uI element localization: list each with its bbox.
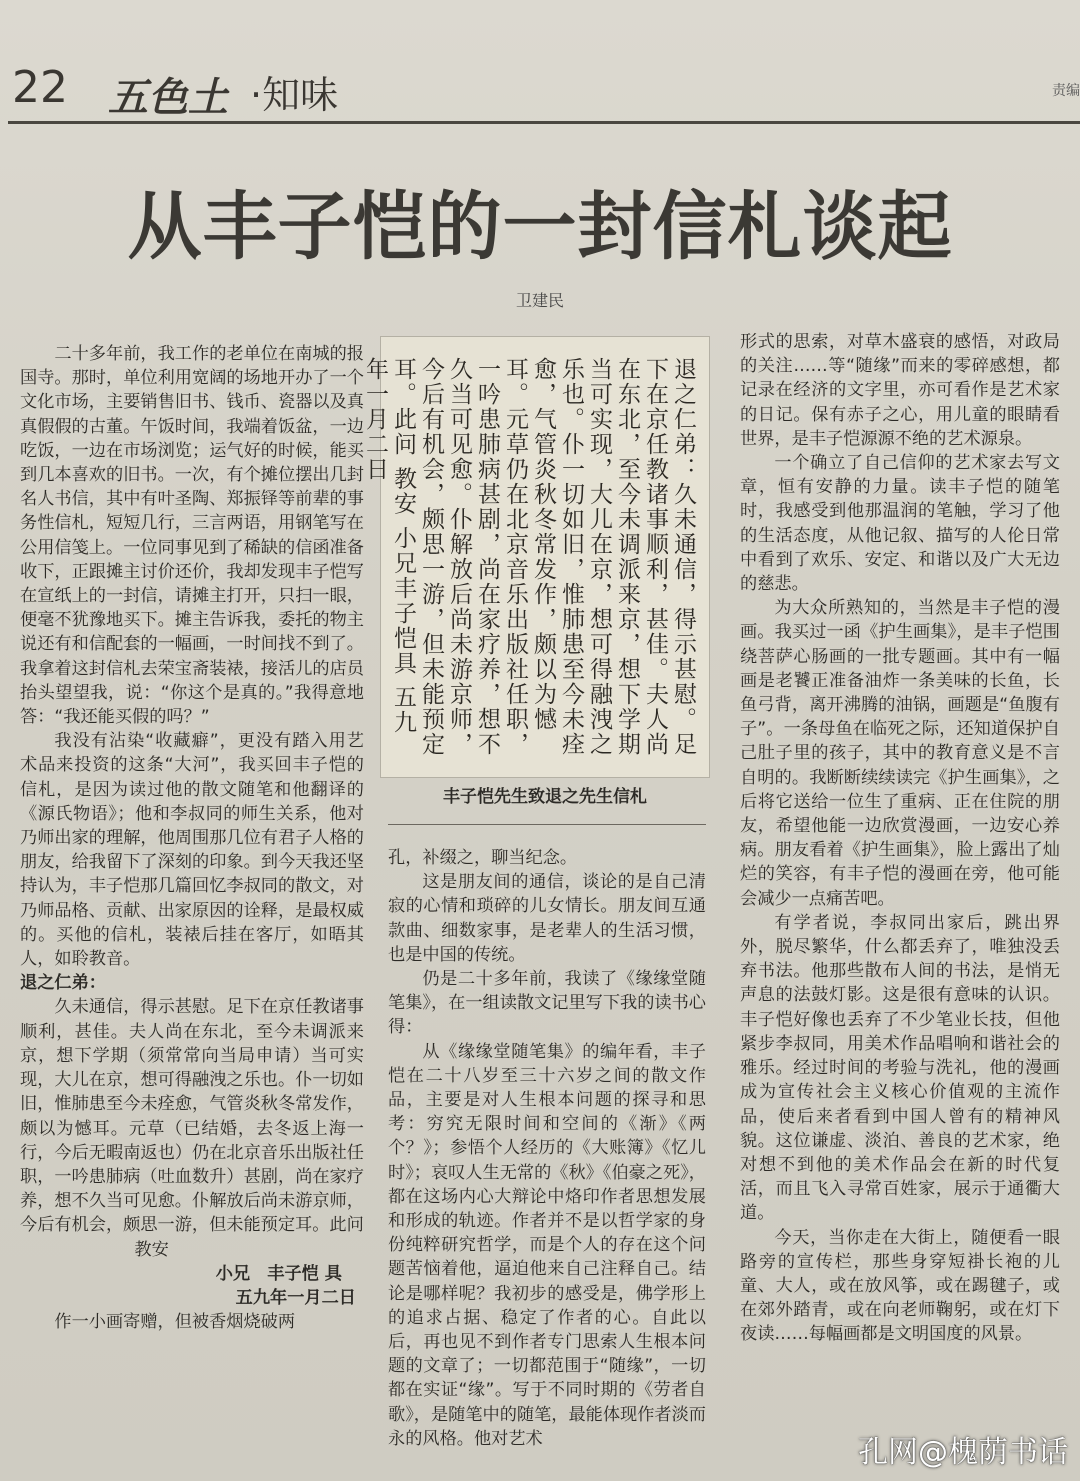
paragraph: 形式的思索，对草木盛衰的感悟，对政局的关注……等“随缘”而来的零碎感想，都记录在经济的文字里，亦可看作是艺术家的日记。保有赤子之心，用儿童的眼睛看世界，是丰子恺源源不绝的艺术源泉。 xyxy=(740,332,1060,449)
page-number: 22 xyxy=(12,62,68,113)
handwritten-letter-image: 退之仁弟：久未通信，得示甚慰。足下在京任教诸事顺利，甚佳。夫人尚在东北，至今未调派来京，想下学期当可实现，大儿在京，想可得融洩之乐也。仆一切如旧，惟肺患至今未痊愈，气管炎秋冬常发作，颇以为憾耳。元草仍在北京音乐出版社任职，一吟患肺病甚剧，尚在家疗养，想不久当可见愈。仆解放后尚未游京师，今后有机会，颇思一游，但未能预定耳。此问 教安 小兄丰子恺具 五九年一月二日 xyxy=(362,357,696,757)
section-name: 五色土 xyxy=(108,74,228,121)
paragraph: 二十多年前，我工作的老单位在南城的报国寺。那时，单位利用宽阔的场地开办了一个文化市场，主要销售旧书、钱币、瓷器以及真真假假的古董。午饭时间，我端着饭盆，一边吃饭，一边在市场浏览；运气好的时候，能买到几本喜欢的旧书。一次，有个摊位摆出几封名人书信，其中有叶圣陶、郑振铎等前辈的事务性信札，短短几行，三言两语，用钢笔写在公用信笺上。一位同事见到了稀缺的信函准备收下，正跟摊主讨价还价，我却发现丰子恺写在宣纸上的一封信，请摊主打开，只扫一眼，便毫不犹豫地买下。摊主告诉我，委托的物主说还有和信配套的一幅画，一时间找不到了。我拿着这封信札去荣宝斋装裱，接活儿的店员抬头望望我，说：“你这个是真的。”我得意地答：“我还能买假的吗？” xyxy=(20,344,364,728)
letter-signature: 小兄 丰子恺 具 xyxy=(215,1263,342,1284)
article-column-2 xyxy=(388,846,706,1451)
paragraph: 这是朋友间的通信，谈论的是自己清寂的心情和琐碎的儿女情长。朋友间互通款曲、细数家事，是老辈人的生活习惯，也是中国的传统。 xyxy=(388,872,706,965)
paragraph: 有学者说，李叔同出家后，跳出界外，脱尽繁华，什么都丢弃了，唯独没丢弃书法。他那些散布人间的书法，是悄无声息的法鼓灯影。这是很有意味的认识。丰子恺好像也丢弃了不少笔业长技，但他紧步李叔同，用美术作品唱响和谐社会的雅乐。经过时间的考验与洗礼，他的漫画成为宣传社会主义核心价值观的主流作品，使后来者看到中国人曾有的精神风貌。这位谦虚、淡泊、善良的艺术家，绝对想不到他的美术作品会在新的时代复活，而且飞入寻常百姓家，展示于通衢大道。 xyxy=(740,912,1060,1224)
caption-divider xyxy=(388,824,706,825)
paragraph: 为大众所熟知的，当然是丰子恺的漫画。我买过一函《护生画集》，是丰子恺围绕菩萨心肠画的一批专题画。其中有一幅画是老饕正准备油炸一条美味的长鱼，长鱼弓背，离开沸腾的油锅，画题是“鱼腹有子”。一条母鱼在临死之际，还知道保护自己肚子里的孩子，其中的教育意义是不言自明的。我断断续续读完《护生画集》，之后将它送给一位生了重病、正在住院的朋友，希望他能一边欣赏漫画，一边安心养病。朋友看着《护生画集》，脸上露出了灿烂的笑容，有丰子恺的漫画在旁，他可能会减少一点痛苦吧。 xyxy=(740,598,1060,909)
quoted-letter xyxy=(20,971,364,1334)
paragraph: 我没有沾染“收藏癖”，更没有踏入用艺术品来投资的这条“大河”，我买回丰子恺的信札，是因为读过他的散文随笔和他翻译的《源氏物语》；他和李叔同的师生关系，他对乃师出家的理解，他周围那几位有君子人格的朋友，给我留下了深刻的印象。到今天我还坚持认为，丰子恺那几篇回忆李叔同的散文，对乃师品格、贡献、出家原因的诠释，是最权威的。买他的信札，装裱后挂在客厅，如晤其人，如聆教音。 xyxy=(20,731,364,970)
watermark: 孔网@槐荫书话 xyxy=(858,1435,1068,1470)
letter-date: 五九年一月二日 xyxy=(235,1287,356,1308)
letter-salutation: 退之仁弟： xyxy=(20,973,106,994)
letter-closing: 教安 xyxy=(134,1239,169,1260)
section-subtitle: ·知味 xyxy=(250,73,339,117)
masthead xyxy=(8,60,1080,124)
paragraph: 仍是二十多年前，我读了《缘缘堂随笔集》，在一组读散文记里写下我的读书心得： xyxy=(388,969,706,1038)
paragraph: 今天，当你走在大街上，随便看一眼路旁的宣传栏，那些身穿短褂长袍的儿童、大人，或在放风筝，或在踢毽子，或在郊外踏青，或在向老师鞠躬，或在灯下夜读……每幅画都是文明国度的风景。 xyxy=(740,1227,1060,1345)
article-title: 从丰子恺的一封信札谈起 xyxy=(127,184,953,270)
letter-postscript: 作一小画寄赠，但被香烟烧破两 xyxy=(54,1312,296,1333)
editor-label: 责编 xyxy=(1052,83,1080,99)
article-column-1 xyxy=(20,342,364,1334)
paragraph: 从《缘缘堂随笔集》的编年看，丰子恺在二十八岁至三十六岁之间的散文作品，主要是对人生根本问题的探寻和思考：穷究无限时间和空间的《渐》《两个？》；参悟个人经历的《大账簿》《忆儿时》；哀叹人生无常的《秋》《伯豪之死》，都在这场内心大辩论中烙印作者思想发展和形成的轨迹。作者并不是以哲学家的身份纯粹研究哲学，而是个人的存在这个问题苦恼着他，逼迫他来自己注释自己。结论是哪样呢？我初步的感受是，佛学形上的追求占据、稳定了作者的心。自此以后，再也见不到作者专门思索人生根本问题的文章了；一切都范围于“随缘”，一切都在实证“缘”。写于不同时期的《劳者自歌》，是随笔中的随笔，最能体现作者淡而永的风格。他对艺术 xyxy=(388,1041,706,1449)
letter-photo xyxy=(362,336,710,778)
paragraph: 一个确立了自己信仰的艺术家去写文章，恒有安静的力量。读丰子恺的随笔时，我感受到他那温润的笔触，学习了他的生活态度，从他记叙、描写的人伦日常中看到了欢乐、安定、和谐以及广大无边的慈悲。 xyxy=(740,453,1060,595)
letter-body: 久未通信，得示甚慰。足下在京任教诸事顺利，甚佳。夫人尚在东北，至今未调派来京，想下学期（须常常向当局申请）当可实现，大儿在京，想可得融洩之乐也。仆一切如旧，惟肺患至今未痊愈，气管炎秋冬常发作，颇以为憾耳。元草（已结婚，去冬返上海一行，今后无暇南返也）仍在北京音乐出版社任职，一吟患肺病（吐血数升）甚剧，尚在家疗养，想不久当可见愈。仆解放后尚未游京师，今后有机会，颇思一游，但未能预定耳。此问 xyxy=(20,997,364,1236)
paragraph: 孔，补缀之，聊当纪念。 xyxy=(388,848,578,868)
author-byline: 卫建民 xyxy=(515,291,564,310)
article-column-3 xyxy=(740,330,1060,1347)
photo-caption: 丰子恺先生致退之先生信札 xyxy=(443,787,647,807)
